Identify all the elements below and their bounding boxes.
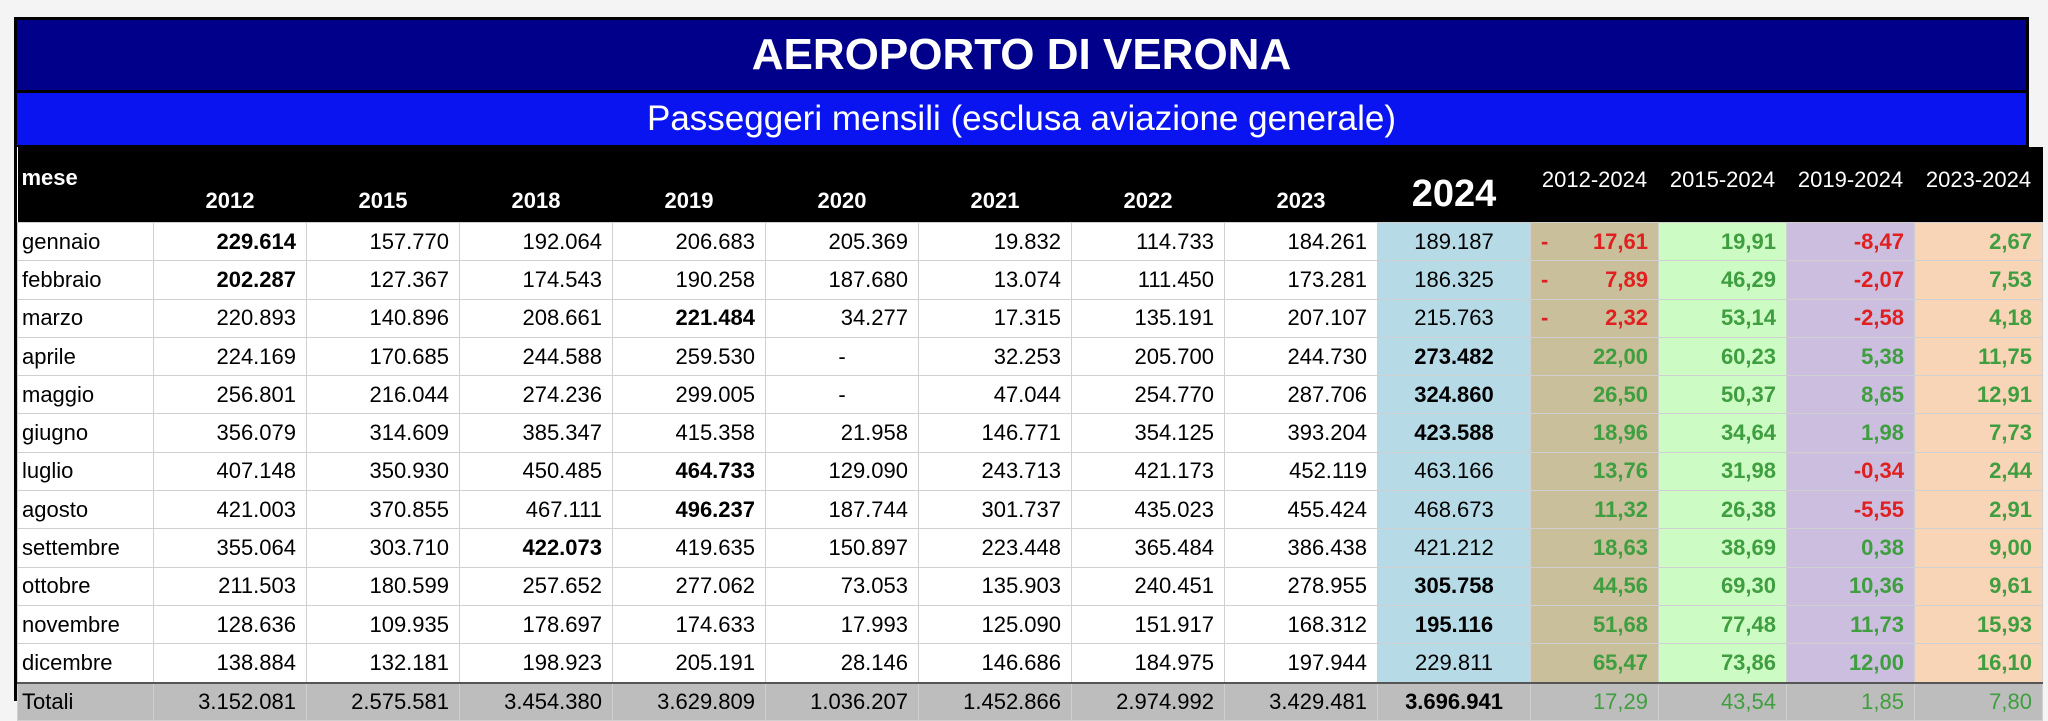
value-cell: 386.438 (1225, 529, 1378, 567)
percent-value: 12,00 (1848, 649, 1904, 675)
value-cell: 208.661 (460, 299, 613, 337)
percent-change-cell (1659, 491, 1787, 529)
percent-value: -8,47 (1853, 228, 1904, 254)
percent-value: 4,18 (1989, 305, 2032, 331)
percent-change-cell (1659, 567, 1787, 605)
total-value-cell: 3.454.380 (460, 683, 613, 721)
value-cell: 415.358 (613, 414, 766, 452)
value-cell: 129.090 (766, 452, 919, 490)
value-cell: 301.737 (919, 491, 1072, 529)
value-cell-2024: 305.758 (1378, 567, 1531, 605)
value-cell: 157.770 (307, 223, 460, 261)
month-cell: febbraio (18, 261, 154, 299)
value-cell: 197.944 (1225, 644, 1378, 683)
total-value-cell: 1.452.866 (919, 683, 1072, 721)
total-value-cell: 3.629.809 (613, 683, 766, 721)
value-cell-2024: 421.212 (1378, 529, 1531, 567)
table-row (18, 529, 2043, 567)
percent-value: 1,98 (1861, 420, 1904, 446)
header-mese: mese (18, 147, 154, 223)
percent-change-cell (1787, 452, 1915, 490)
value-cell: 28.146 (766, 644, 919, 683)
percent-value: 44,56 (1592, 573, 1648, 599)
month-cell: gennaio (18, 223, 154, 261)
value-cell: 174.543 (460, 261, 613, 299)
month-cell: maggio (18, 376, 154, 414)
value-cell-2024: 468.673 (1378, 491, 1531, 529)
negative-sign: - (1541, 266, 1549, 292)
value-cell: 190.258 (613, 261, 766, 299)
percent-value: 11,32 (1594, 496, 1648, 522)
percent-change-cell (1531, 299, 1659, 337)
month-cell: novembre (18, 605, 154, 643)
percent-value: 77,48 (1720, 611, 1776, 637)
negative-sign: - (1541, 228, 1549, 254)
value-cell: 178.697 (460, 605, 613, 643)
value-cell: 146.686 (919, 644, 1072, 683)
month-cell: aprile (18, 337, 154, 375)
total-value-cell: 3.696.941 (1378, 683, 1531, 721)
value-cell: 421.173 (1072, 452, 1225, 490)
totals-label: Totali (18, 683, 154, 721)
value-cell: 278.955 (1225, 567, 1378, 605)
value-cell: 135.903 (919, 567, 1072, 605)
value-cell: 109.935 (307, 605, 460, 643)
total-value-cell: 3.429.481 (1225, 683, 1378, 721)
percent-value: 60,23 (1720, 343, 1776, 369)
table-row (18, 223, 2043, 261)
header-2012: 2012 (154, 147, 307, 223)
percent-value: 34,64 (1720, 420, 1776, 446)
value-cell: 259.530 (613, 337, 766, 375)
percent-change-cell (1915, 299, 2043, 337)
percent-value: 69,30 (1720, 573, 1776, 599)
percent-value: 10,36 (1848, 573, 1904, 599)
percent-change-cell (1531, 491, 1659, 529)
header-2018: 2018 (460, 147, 613, 223)
table-body (18, 223, 2043, 721)
value-cell: 229.614 (154, 223, 307, 261)
percent-value: 8,65 (1861, 381, 1904, 407)
percent-value: 26,38 (1720, 496, 1776, 522)
value-cell: 150.897 (766, 529, 919, 567)
value-cell: 393.204 (1225, 414, 1378, 452)
value-cell-2024: 195.116 (1378, 605, 1531, 643)
value-cell: 19.832 (919, 223, 1072, 261)
percent-change-cell (1659, 452, 1787, 490)
value-cell-2024: 273.482 (1378, 337, 1531, 375)
percent-change-cell (1915, 605, 2043, 643)
value-cell: 135.191 (1072, 299, 1225, 337)
value-cell: 207.107 (1225, 299, 1378, 337)
value-cell: 303.710 (307, 529, 460, 567)
percent-change-cell (1787, 376, 1915, 414)
percent-value: 65,47 (1592, 649, 1648, 675)
value-cell: 151.917 (1072, 605, 1225, 643)
header-2024: 2024 (1378, 147, 1531, 223)
table-row (18, 414, 2043, 452)
percent-change-cell (1915, 414, 2043, 452)
value-cell: 422.073 (460, 529, 613, 567)
percent-value: 0,38 (1861, 535, 1904, 561)
month-cell: dicembre (18, 644, 154, 683)
value-cell: 127.367 (307, 261, 460, 299)
value-cell: - (766, 337, 919, 375)
percent-change-cell (1787, 337, 1915, 375)
percent-value: 31,98 (1720, 458, 1776, 484)
percent-change-cell (1787, 567, 1915, 605)
value-cell: 467.111 (460, 491, 613, 529)
percent-value: 50,37 (1720, 381, 1776, 407)
value-cell: 205.700 (1072, 337, 1225, 375)
percent-value: 15,93 (1976, 611, 2032, 637)
value-cell: 17.993 (766, 605, 919, 643)
value-cell: 254.770 (1072, 376, 1225, 414)
percent-value: 18,63 (1592, 535, 1648, 561)
value-cell: 435.023 (1072, 491, 1225, 529)
percent-change-cell (1659, 605, 1787, 643)
value-cell: 111.450 (1072, 261, 1225, 299)
percent-value: 2,67 (1989, 228, 2032, 254)
totals-row (18, 683, 2043, 721)
percent-change-cell (1531, 376, 1659, 414)
percent-change-cell (1531, 567, 1659, 605)
percent-change-cell (1531, 605, 1659, 643)
value-cell: 220.893 (154, 299, 307, 337)
value-cell: 140.896 (307, 299, 460, 337)
percent-change-cell (1915, 529, 2043, 567)
percent-value: 11,75 (1978, 343, 2032, 369)
value-cell: 385.347 (460, 414, 613, 452)
page-title: AEROPORTO DI VERONA (17, 20, 2026, 93)
value-cell: 173.281 (1225, 261, 1378, 299)
value-cell: 184.975 (1072, 644, 1225, 683)
table-row (18, 567, 2043, 605)
value-cell: 350.930 (307, 452, 460, 490)
total-value-cell: 1.036.207 (766, 683, 919, 721)
value-cell: 198.923 (460, 644, 613, 683)
value-cell: 211.503 (154, 567, 307, 605)
value-cell: 256.801 (154, 376, 307, 414)
table-row (18, 452, 2043, 490)
table-row (18, 376, 2043, 414)
percent-change-cell (1915, 376, 2043, 414)
value-cell-2024: 189.187 (1378, 223, 1531, 261)
percent-change-cell (1531, 414, 1659, 452)
percent-value: -0,34 (1853, 458, 1904, 484)
value-cell-2024: 324.860 (1378, 376, 1531, 414)
header-2012-2024: 2012-2024 (1531, 147, 1659, 223)
percent-change-cell (1787, 223, 1915, 261)
value-cell: 32.253 (919, 337, 1072, 375)
value-cell: 450.485 (460, 452, 613, 490)
percent-value: 16,10 (1976, 649, 2032, 675)
value-cell-2024: 423.588 (1378, 414, 1531, 452)
percent-change-cell (1659, 299, 1787, 337)
value-cell: 455.424 (1225, 491, 1378, 529)
value-cell: 138.884 (154, 644, 307, 683)
percent-value: 22,00 (1592, 343, 1648, 369)
percent-value: 13,76 (1592, 458, 1648, 484)
percent-change-cell (1531, 261, 1659, 299)
percent-change-cell (1659, 337, 1787, 375)
percent-value: 7,89 (1605, 266, 1648, 292)
value-cell: 224.169 (154, 337, 307, 375)
value-cell: 206.683 (613, 223, 766, 261)
value-cell: 314.609 (307, 414, 460, 452)
header-2020: 2020 (766, 147, 919, 223)
table-row (18, 299, 2043, 337)
value-cell-2024: 229.811 (1378, 644, 1531, 683)
percent-value: 19,91 (1720, 228, 1776, 254)
value-cell: 354.125 (1072, 414, 1225, 452)
percent-change-cell (1531, 529, 1659, 567)
header-2015: 2015 (307, 147, 460, 223)
percent-value: 11,73 (1850, 611, 1904, 637)
percent-change-cell (1915, 337, 2043, 375)
value-cell: 243.713 (919, 452, 1072, 490)
table-row (18, 491, 2043, 529)
page-subtitle: Passeggeri mensili (esclusa aviazione generale) (17, 93, 2026, 147)
table-row (18, 261, 2043, 299)
value-cell: 205.369 (766, 223, 919, 261)
value-cell: 244.588 (460, 337, 613, 375)
percent-change-cell (1787, 261, 1915, 299)
value-cell: 287.706 (1225, 376, 1378, 414)
percent-value: 46,29 (1720, 266, 1776, 292)
value-cell: 407.148 (154, 452, 307, 490)
value-cell: 21.958 (766, 414, 919, 452)
percent-value: 17,61 (1592, 228, 1648, 254)
value-cell: 419.635 (613, 529, 766, 567)
passenger-table (17, 147, 2043, 721)
header-row (18, 147, 2043, 223)
percent-value: 53,14 (1720, 305, 1776, 331)
total-value-cell: 2.974.992 (1072, 683, 1225, 721)
percent-value: 12,91 (1976, 381, 2032, 407)
value-cell: 496.237 (613, 491, 766, 529)
value-cell: 277.062 (613, 567, 766, 605)
value-cell: 274.236 (460, 376, 613, 414)
value-cell: 13.074 (919, 261, 1072, 299)
value-cell-2024: 463.166 (1378, 452, 1531, 490)
percent-value: 51,68 (1592, 611, 1648, 637)
month-cell: settembre (18, 529, 154, 567)
percent-change-cell (1659, 529, 1787, 567)
percent-value: -2,07 (1853, 266, 1904, 292)
negative-sign: - (1541, 305, 1549, 331)
table-row (18, 605, 2043, 643)
value-cell: 205.191 (613, 644, 766, 683)
total-percent-cell: 7,80 (1915, 683, 2043, 721)
value-cell: 184.261 (1225, 223, 1378, 261)
header-2021: 2021 (919, 147, 1072, 223)
value-cell: 146.771 (919, 414, 1072, 452)
value-cell: 114.733 (1072, 223, 1225, 261)
percent-change-cell (1659, 261, 1787, 299)
percent-change-cell (1787, 529, 1915, 567)
total-value-cell: 2.575.581 (307, 683, 460, 721)
percent-change-cell (1787, 491, 1915, 529)
value-cell: 365.484 (1072, 529, 1225, 567)
percent-change-cell (1531, 452, 1659, 490)
percent-value: 18,96 (1592, 420, 1648, 446)
percent-change-cell (1787, 299, 1915, 337)
value-cell-2024: 186.325 (1378, 261, 1531, 299)
percent-value: 2,32 (1605, 305, 1648, 331)
value-cell: 132.181 (307, 644, 460, 683)
value-cell: 356.079 (154, 414, 307, 452)
value-cell: 192.064 (460, 223, 613, 261)
percent-value: 38,69 (1720, 535, 1776, 561)
percent-value: 5,38 (1861, 343, 1904, 369)
value-cell: 128.636 (154, 605, 307, 643)
table-row (18, 644, 2043, 683)
percent-change-cell (1787, 414, 1915, 452)
value-cell: 244.730 (1225, 337, 1378, 375)
percent-value: 2,44 (1989, 458, 2032, 484)
percent-change-cell (1915, 452, 2043, 490)
value-cell: 240.451 (1072, 567, 1225, 605)
header-2023-2024: 2023-2024 (1915, 147, 2043, 223)
percent-change-cell (1787, 605, 1915, 643)
value-cell: 216.044 (307, 376, 460, 414)
percent-change-cell (1915, 261, 2043, 299)
month-cell: giugno (18, 414, 154, 452)
header-2019-2024: 2019-2024 (1787, 147, 1915, 223)
value-cell: 174.633 (613, 605, 766, 643)
value-cell: 355.064 (154, 529, 307, 567)
value-cell: 299.005 (613, 376, 766, 414)
month-cell: luglio (18, 452, 154, 490)
percent-change-cell (1915, 223, 2043, 261)
percent-change-cell (1915, 644, 2043, 683)
percent-change-cell (1531, 644, 1659, 683)
percent-value: 2,91 (1989, 496, 2032, 522)
month-cell: marzo (18, 299, 154, 337)
value-cell: 202.287 (154, 261, 307, 299)
value-cell: 170.685 (307, 337, 460, 375)
total-percent-cell: 43,54 (1659, 683, 1787, 721)
total-percent-cell: 1,85 (1787, 683, 1915, 721)
month-cell: agosto (18, 491, 154, 529)
percent-change-cell (1659, 644, 1787, 683)
value-cell: 73.053 (766, 567, 919, 605)
percent-value: -2,58 (1853, 305, 1904, 331)
percent-change-cell (1915, 567, 2043, 605)
header-2019: 2019 (613, 147, 766, 223)
total-percent-cell: 17,29 (1531, 683, 1659, 721)
table-container (14, 17, 2032, 714)
percent-value: 7,53 (1989, 266, 2032, 292)
value-cell: 187.680 (766, 261, 919, 299)
value-cell: 257.652 (460, 567, 613, 605)
table-row (18, 337, 2043, 375)
value-cell: 187.744 (766, 491, 919, 529)
percent-change-cell (1915, 491, 2043, 529)
value-cell: 223.448 (919, 529, 1072, 567)
percent-value: 26,50 (1592, 381, 1648, 407)
value-cell: 464.733 (613, 452, 766, 490)
value-cell: 221.484 (613, 299, 766, 337)
value-cell: 180.599 (307, 567, 460, 605)
value-cell: 370.855 (307, 491, 460, 529)
header-2023: 2023 (1225, 147, 1378, 223)
percent-change-cell (1531, 223, 1659, 261)
total-value-cell: 3.152.081 (154, 683, 307, 721)
percent-value: 7,73 (1989, 420, 2032, 446)
value-cell: 17.315 (919, 299, 1072, 337)
percent-change-cell (1659, 376, 1787, 414)
percent-value: 73,86 (1720, 649, 1776, 675)
percent-value: -5,55 (1853, 496, 1904, 522)
header-2022: 2022 (1072, 147, 1225, 223)
value-cell: - (766, 376, 919, 414)
percent-change-cell (1531, 337, 1659, 375)
value-cell: 168.312 (1225, 605, 1378, 643)
percent-value: 9,61 (1989, 573, 2032, 599)
percent-value: 9,00 (1989, 535, 2032, 561)
header-2015-2024: 2015-2024 (1659, 147, 1787, 223)
percent-change-cell (1787, 644, 1915, 683)
month-cell: ottobre (18, 567, 154, 605)
value-cell: 421.003 (154, 491, 307, 529)
value-cell: 47.044 (919, 376, 1072, 414)
value-cell: 452.119 (1225, 452, 1378, 490)
percent-change-cell (1659, 223, 1787, 261)
value-cell-2024: 215.763 (1378, 299, 1531, 337)
value-cell: 34.277 (766, 299, 919, 337)
percent-change-cell (1659, 414, 1787, 452)
value-cell: 125.090 (919, 605, 1072, 643)
